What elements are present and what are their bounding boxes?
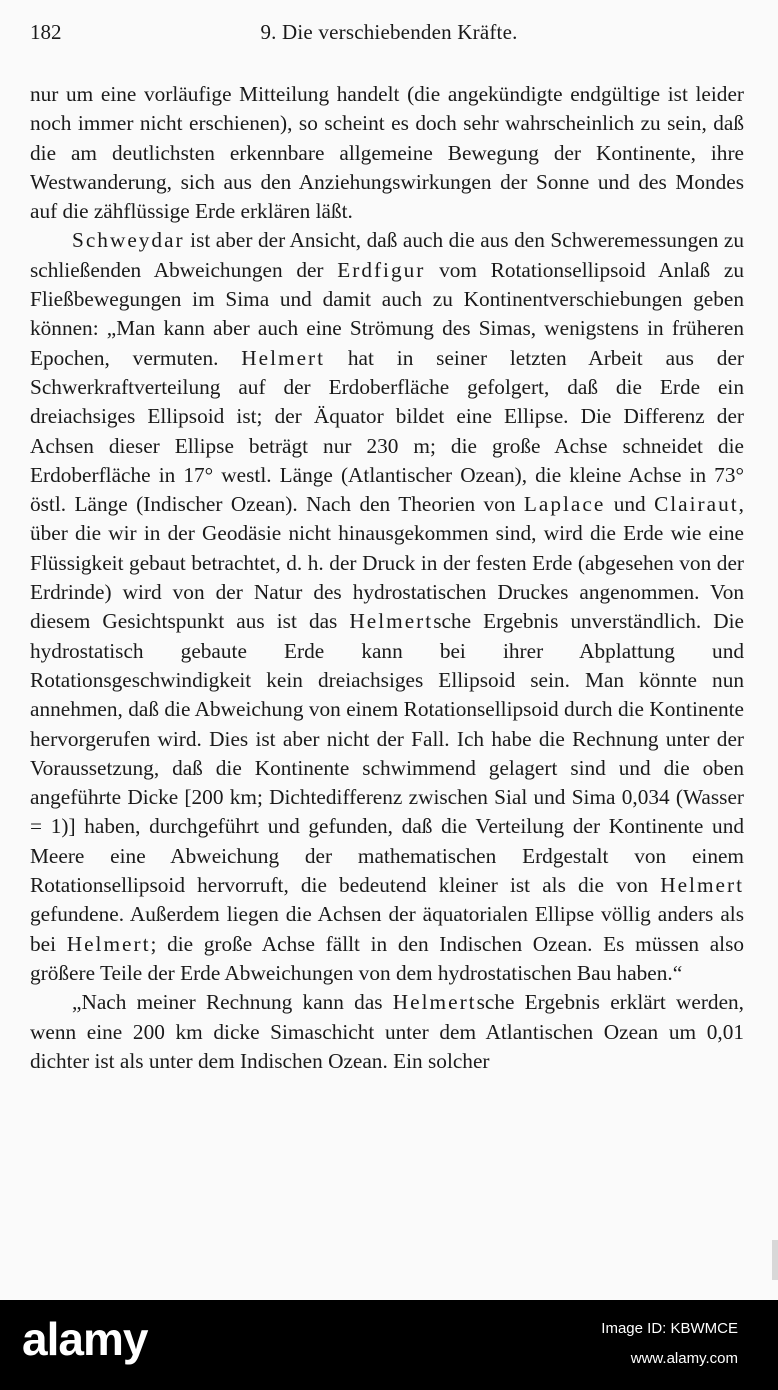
text-segment: , über die wir in der Geodäsie nicht hinausgekommen sind, wird die Erde wie eine Flüssigkeit gebaut betrachtet, d. h. der Druck in der festen Erde (abgesehen von der Erdrinde) wird von der Natur des hydrostatischen Druckes angenommen. Von diesem Gesichtspunkt aus ist das — [30, 492, 744, 634]
name-laplace: Laplace — [523, 492, 606, 517]
paragraph-1: nur um eine vorläufige Mitteilung handelt (die angekündigte endgültige ist leider noch immer nicht erschienen), so scheint es doch sehr wahrscheinlich zu sein, daß die am deutlichsten erkennbare allgemeine Bewegung der Kontinente, ihre Westwanderung, sich aus den Anziehungswirkungen der Sonne und des Mondes auf die zähflüssige Erde erklären läßt. — [30, 82, 744, 224]
text-segment: ist aber der Ansicht, daß auch die aus den Schweremessungen zu schließenden Abweichungen der — [30, 228, 744, 282]
body-text — [30, 80, 744, 1076]
text-segment: gefundene. Außerdem liegen die Achsen der äquatorialen Ellipse völlig anders als bei — [30, 902, 744, 956]
paragraph-3 — [30, 988, 744, 1076]
paragraph-2 — [30, 226, 744, 988]
running-head: 9. Die verschiebenden Kräfte. — [260, 20, 518, 44]
text-segment: sche Ergebnis unverständlich. Die hydrostatisch gebaute Erde kann bei ihrer Abplattung und Rotationsgeschwindigkeit kein dreiachsiges Ellipsoid sein. Man könnte nun annehmen, daß die Abweichung von einem Rotationsellipsoid durch die Kontinente hervorgerufen wird. Dies ist aber nicht der Fall. Ich habe die Rechnung unter der Voraussetzung, daß die Kontinente schwimmend gelagert sind und die oben angeführte Dicke [200 km; Dichtedifferenz zwischen Sial und Sima 0,034 (Wasser = 1)] haben, durchgeführt und gefunden, daß die Verteilung der Kontinente und Meere eine Abweichung der mathematischen Erdgestalt von einem Rotationsellipsoid hervorruft, die bedeutend kleiner ist als die von — [30, 609, 744, 898]
name-helmert: Helmert — [392, 990, 477, 1015]
name-helmert: Helmert — [66, 931, 151, 956]
name-helmert: Helmert — [660, 873, 744, 898]
image-id-label: Image ID: KBWMCE — [601, 1320, 738, 1337]
term-erdfigur: Erdfigur — [337, 257, 426, 282]
brand-logo: alamy — [22, 1313, 148, 1365]
page-number: 182 — [30, 20, 62, 44]
text-segment: sche Ergebnis erklärt werden, wenn eine 200 km dicke Simaschicht unter dem Atlantischen Ozean um 0,01 dichter ist als unter dem Indischen Ozean. Ein solcher — [30, 990, 744, 1073]
name-helmert: Helmert — [241, 345, 326, 370]
text-segment: hat in seiner letzten Arbeit aus der Schwerkraftverteilung auf der Erdoberfläche gefolgert, daß die Erde ein dreiachsiges Ellipsoid ist; der Äquator bildet eine Ellipse. Die Differenz der Achsen dieser Ellipse beträgt nur 230 m; die große Achse schneidet die Erdoberfläche in 17° westl. Länge (Atlantischer Ozean), die kleine Achse in 73° östl. Länge (Indischer Ozean). Nach den Theorien von — [30, 345, 744, 517]
watermark-banner — [0, 1300, 778, 1390]
text-segment: und — [605, 492, 655, 517]
text-segment: ; die große Achse fällt in den Indischen Ozean. Es müssen also größere Teile der Erde Abweichungen von dem hydrostatischen Bau haben.“ — [30, 931, 744, 985]
name-helmert: Helmert — [349, 609, 434, 634]
scan-edge-mark — [772, 1240, 778, 1280]
site-url: www.alamy.com — [630, 1350, 738, 1367]
text-segment: vom Rotationsellipsoid Anlaß zu Fließbewegungen im Sima und damit auch zu Kontinentverschiebungen geben können: „Man kann aber auch eine Strömung des Simas, wenigstens in früheren Epochen, vermuten. — [30, 257, 744, 370]
text-segment: „Nach meiner Rechnung kann das — [72, 990, 393, 1015]
name-schweydar: Schweydar — [72, 228, 185, 253]
name-clairaut: Clairaut — [654, 492, 739, 517]
